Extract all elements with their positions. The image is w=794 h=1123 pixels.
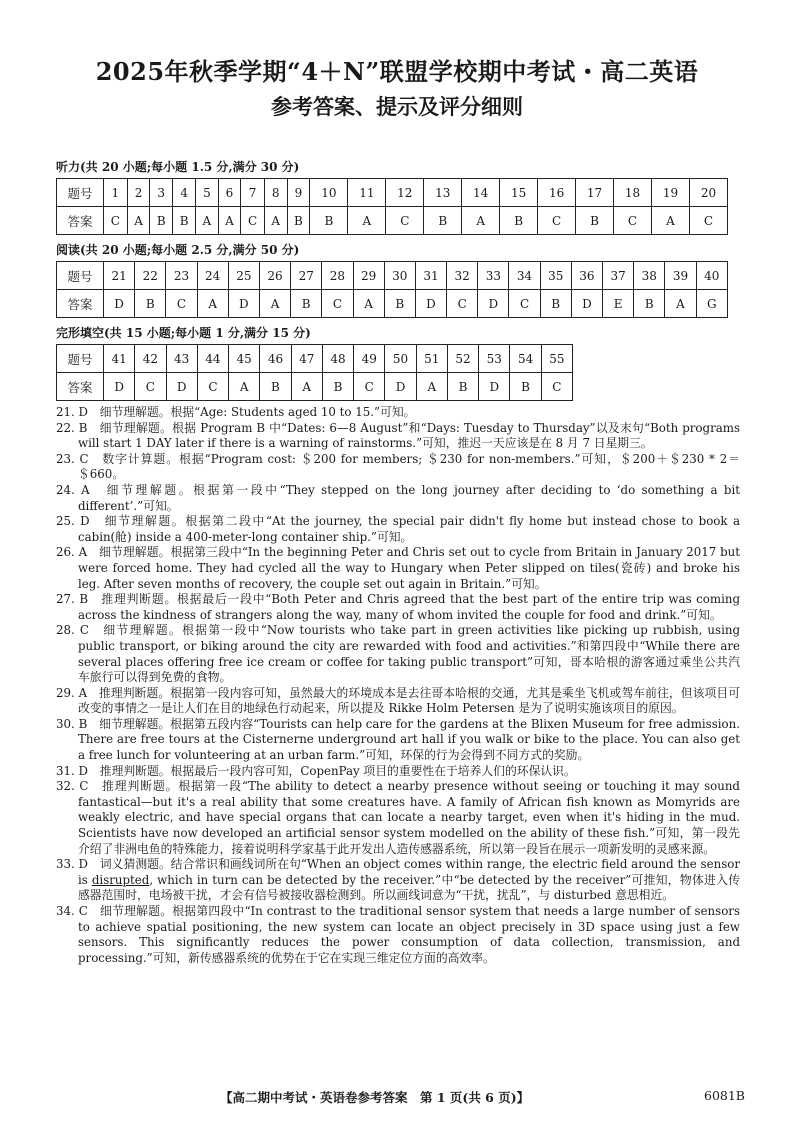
row-label-answer: 答案 <box>57 373 104 401</box>
answer-table-reading <box>56 261 728 318</box>
question-number-cell: 52 <box>447 345 478 373</box>
answer-cell: C <box>197 373 228 401</box>
question-number-cell: 6 <box>218 179 241 207</box>
explanation-item: 30. B 细节理解题。根据第五段内容“Tourists can help care for the gardens at the Blixen Museum for free admission. There are free tours at the Cisternerne underground art hall if you walk or bike to the place. You can also get a free lunch for volunteering at an urban farm.”可知，环保的行为会得到不同方式的奖励。 <box>56 716 740 763</box>
answer-cell: C <box>689 207 727 235</box>
answer-cell: G <box>696 290 727 318</box>
answer-cell: A <box>264 207 287 235</box>
question-number-cell: 35 <box>540 262 571 290</box>
explanation-item: 27. B 推理判断题。根据最后一段中“Both Peter and Chris agreed that the best part of the entire trip was coming across the kindness of strangers along the way, many of whom invited the couple for food and drink.”可知。 <box>56 592 740 622</box>
answer-cell: B <box>384 290 415 318</box>
explanation-item: 21. D 细节理解题。根据“Age: Students aged 10 to 15.”可知。 <box>56 405 416 419</box>
page-subtitle: 参考答案、提示及评分细则 <box>271 94 523 119</box>
explanation-item: 32. C 推理判断题。根据第一段“The ability to detect a nearby presence without seeing or touching it may sound fantastical—but it's a real ability that some creatures have. A family of African fish known as Momyrids are weakly electric, and have special organs that can locate a nearby target, even when it's hiding in the mud. Scientists have now developed an artificial sensor system modelled on the ability of these fish.”可知，第一段先介绍了非洲电鱼的特殊能力，接着说明科学家基于此开发出人造传感器系统，所以第一段旨在展示一项新发明的灵感来源。 <box>56 779 740 856</box>
question-number-cell: 27 <box>291 262 322 290</box>
question-number-cell: 36 <box>571 262 602 290</box>
underlined-word: disrupted <box>91 872 150 887</box>
question-number-cell: 54 <box>510 345 541 373</box>
answer-cell: B <box>447 373 478 401</box>
question-number-cell: 25 <box>228 262 259 290</box>
question-number-cell: 28 <box>322 262 353 290</box>
answer-cell: A <box>218 207 241 235</box>
question-number-cell: 3 <box>150 179 173 207</box>
answer-cell: C <box>509 290 540 318</box>
question-number-cell: 32 <box>447 262 478 290</box>
explanation-item: 22. B 细节理解题。根据 Program B 中“Dates: 6—8 August”和“Days: Tuesday to Thursday”以及末句“Both programs will start 1 DAY later if there is a warning of rainstorms.”可知，推迟一天应该是在 8 月 7 日星期三。 <box>56 420 740 451</box>
question-number-cell: 31 <box>415 262 446 290</box>
answer-cell: B <box>135 290 166 318</box>
question-number-cell: 51 <box>416 345 447 373</box>
question-number-row <box>57 262 728 290</box>
question-number-cell: 49 <box>354 345 385 373</box>
explanation-item: 29. A 推理判断题。根据第一段内容可知，虽然最大的环境成本是去往哥本哈根的交通，尤其是乘坐飞机或驾车前往，但该项目可改变的事情之一是让人们在目的地绿色行动起来，所以提及 Rikke Holm Petersen 是为了说明实施该项目的原因。 <box>56 685 740 716</box>
answer-cell: A <box>127 207 150 235</box>
answer-cell: B <box>576 207 614 235</box>
row-label-answer: 答案 <box>57 207 104 235</box>
answer-cell: A <box>229 373 260 401</box>
answer-cell: C <box>538 207 576 235</box>
answer-row <box>57 290 728 318</box>
explanation-item: 31. D 推理判断题。根据最后一段内容可知，CopenPay 项目的重要性在于培养人们的环保认识。 <box>56 763 576 778</box>
answer-cell: C <box>354 373 385 401</box>
answer-cell: A <box>462 207 500 235</box>
answer-cell: B <box>260 373 291 401</box>
section-heading-listening: 听力(共 20 小题;每小题 1.5 分,满分 30 分) <box>56 160 300 174</box>
question-number-cell: 45 <box>229 345 260 373</box>
question-number-cell: 37 <box>603 262 634 290</box>
question-number-cell: 9 <box>287 179 310 207</box>
answer-cell: B <box>150 207 173 235</box>
row-label-answer: 答案 <box>57 290 104 318</box>
question-number-cell: 17 <box>576 179 614 207</box>
row-label-question: 题号 <box>57 345 104 373</box>
question-number-cell: 14 <box>462 179 500 207</box>
answer-cell: A <box>348 207 386 235</box>
answer-cell: D <box>104 373 135 401</box>
question-number-cell: 7 <box>241 179 265 207</box>
question-number-cell: 50 <box>385 345 416 373</box>
answer-cell: D <box>415 290 446 318</box>
answer-row <box>57 207 728 235</box>
explanation-item: 24. A 细节理解题。根据第一段中“They stepped on the long journey after deciding to ‘do something a bit different’.”可知。 <box>56 482 740 513</box>
question-number-cell: 29 <box>353 262 384 290</box>
answer-cell: B <box>291 290 322 318</box>
answer-cell: B <box>500 207 538 235</box>
answer-cell: A <box>353 290 384 318</box>
question-number-cell: 10 <box>310 179 348 207</box>
answer-cell: B <box>173 207 196 235</box>
question-number-cell: 13 <box>424 179 462 207</box>
answer-cell: D <box>478 290 509 318</box>
explanation-item: 28. C 细节理解题。根据第一段中“Now tourists who take part in green activities like picking up rubbish, using public transport, or biking around the city are rewarded with food and activities.”和第四段中“While there are several places offering free ice cream or coffee for taking public transport”可知，哥本哈根的游客通过乘坐公共汽车旅行可以得到免费的食物。 <box>56 623 740 685</box>
footer-text: 【高二期中考试・英语卷参考答案 第 1 页(共 6 页)】 <box>220 1090 530 1105</box>
question-number-cell: 20 <box>689 179 727 207</box>
question-number-cell: 33 <box>478 262 509 290</box>
question-number-cell: 24 <box>197 262 228 290</box>
explanation-item: 33. D 词义猜测题。结合常识和画线词所在句“When an object comes within range, the electric field around the sensor is disrupted, which in turn can be detected by the receiver.”中“be detected by the receiver”可推知，物体进入传感器范围时，电场被干扰，才会有信号被接收器检测到。所以画线词意为“干扰，扰乱”，与 disturbed 意思相近。 <box>56 857 740 903</box>
answer-cell: C <box>135 373 166 401</box>
question-number-cell: 4 <box>173 179 196 207</box>
answer-cell: A <box>197 290 228 318</box>
answer-cell: D <box>385 373 416 401</box>
answer-cell: D <box>104 290 135 318</box>
question-number-cell: 23 <box>166 262 197 290</box>
answer-cell: B <box>510 373 541 401</box>
answer-cell: A <box>416 373 447 401</box>
question-number-cell: 5 <box>196 179 219 207</box>
answer-cell: E <box>603 290 634 318</box>
answer-cell: A <box>196 207 219 235</box>
explanation-item: 26. A 细节理解题。根据第三段中“In the beginning Peter and Chris set out to cycle from Britain in January 2017 but were forced home. They had cycled all the way to Hungary when Peter slipped on tiles(瓷砖) and broke his leg. After seven months of recovery, the couple set out again in Britain.”可知。 <box>56 545 740 591</box>
answer-cell: B <box>310 207 348 235</box>
question-number-cell: 11 <box>348 179 386 207</box>
question-number-cell: 42 <box>135 345 166 373</box>
explanations-list <box>56 405 740 966</box>
question-number-cell: 47 <box>291 345 322 373</box>
question-number-cell: 41 <box>104 345 135 373</box>
question-number-cell: 46 <box>260 345 291 373</box>
answer-cell: B <box>287 207 310 235</box>
question-number-cell: 2 <box>127 179 150 207</box>
answer-cell: C <box>541 373 572 401</box>
row-label-question: 题号 <box>57 179 104 207</box>
section-heading-cloze: 完形填空(共 15 小题;每小题 1 分,满分 15 分) <box>56 326 311 340</box>
question-number-cell: 12 <box>386 179 424 207</box>
answer-cell: D <box>228 290 259 318</box>
answer-cell: D <box>166 373 197 401</box>
answer-cell: A <box>259 290 290 318</box>
answer-cell: A <box>665 290 696 318</box>
question-number-cell: 22 <box>135 262 166 290</box>
answer-cell: C <box>386 207 424 235</box>
explanation-item: 23. C 数字计算题。根据“Program cost: ＄200 for members; ＄230 for non-members.”可知，＄200＋＄230 * 2＝＄660。 <box>56 451 740 482</box>
question-number-row <box>57 179 728 207</box>
answer-row <box>57 373 573 401</box>
answer-cell: A <box>291 373 322 401</box>
explanation-item: 25. D 细节理解题。根据第二段中“At the journey, the special pair didn't fly home but instead chose to book a cabin(舱) inside a 400-meter-long container ship.”可知。 <box>56 514 740 544</box>
answer-cell: D <box>479 373 510 401</box>
answer-cell: C <box>166 290 197 318</box>
page-title: 2025年秋季学期“4＋N”联盟学校期中考试・高二英语 <box>95 57 699 86</box>
question-number-cell: 30 <box>384 262 415 290</box>
question-number-row <box>57 345 573 373</box>
answer-cell: C <box>104 207 128 235</box>
answer-cell: B <box>540 290 571 318</box>
answer-cell: C <box>614 207 652 235</box>
answer-cell: B <box>322 373 353 401</box>
row-label-question: 题号 <box>57 262 104 290</box>
answer-cell: B <box>634 290 665 318</box>
question-number-cell: 21 <box>104 262 135 290</box>
question-number-cell: 43 <box>166 345 197 373</box>
answer-cell: D <box>571 290 602 318</box>
answer-cell: B <box>424 207 462 235</box>
question-number-cell: 8 <box>264 179 287 207</box>
question-number-cell: 38 <box>634 262 665 290</box>
question-number-cell: 15 <box>500 179 538 207</box>
question-number-cell: 19 <box>651 179 689 207</box>
answer-cell: C <box>241 207 265 235</box>
answer-table-listening <box>56 178 728 235</box>
answer-cell: C <box>447 290 478 318</box>
answer-table-cloze <box>56 344 573 401</box>
question-number-cell: 34 <box>509 262 540 290</box>
answer-cell: A <box>651 207 689 235</box>
question-number-cell: 1 <box>104 179 128 207</box>
question-number-cell: 55 <box>541 345 572 373</box>
question-number-cell: 39 <box>665 262 696 290</box>
footer-code: 6081B <box>704 1088 745 1103</box>
section-heading-reading: 阅读(共 20 小题;每小题 2.5 分,满分 50 分) <box>56 243 300 257</box>
question-number-cell: 18 <box>614 179 652 207</box>
question-number-cell: 48 <box>322 345 353 373</box>
question-number-cell: 26 <box>259 262 290 290</box>
answer-cell: C <box>322 290 353 318</box>
question-number-cell: 53 <box>479 345 510 373</box>
question-number-cell: 44 <box>197 345 228 373</box>
question-number-cell: 16 <box>538 179 576 207</box>
explanation-item: 34. C 细节理解题。根据第四段中“In contrast to the traditional sensor system that needs a large number of sensors to achieve spatial positioning, the new system can locate an object precisely in 3D space using just a few sensors. This significantly reduces the power consumption of data collection, transmission, and processing.”可知，新传感器系统的优势在于它在实现三维定位方面的高效率。 <box>56 904 740 965</box>
question-number-cell: 40 <box>696 262 727 290</box>
